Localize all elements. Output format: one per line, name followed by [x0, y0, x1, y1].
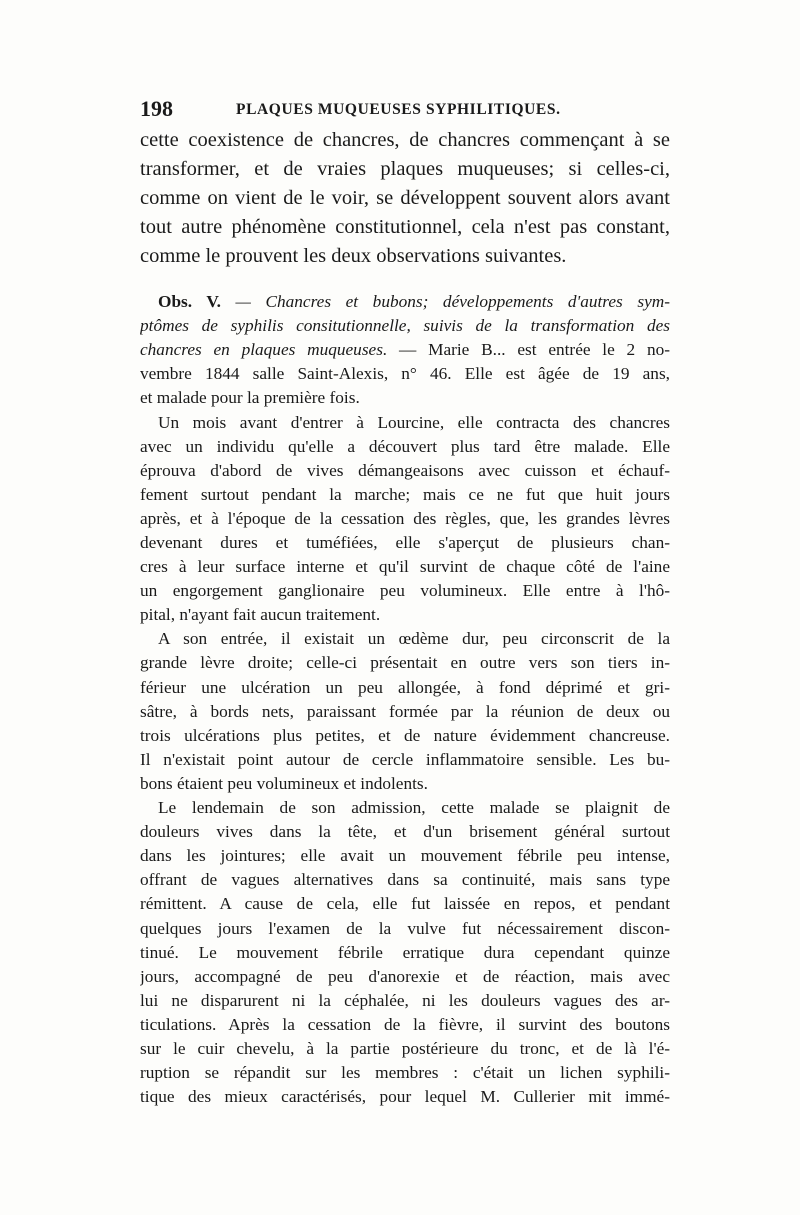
text-line: sâtre, à bords nets, paraissant formée par la réunion de deux ou — [140, 701, 670, 721]
text-line: quelques jours l'examen de la vulve fut nécessairement discon- — [140, 918, 670, 938]
paragraph-admission — [140, 627, 670, 796]
text-line: tique des mieux caractérisés, pour lequel M. Cullerier mit immé- — [140, 1087, 670, 1107]
observation-title: — Chancres et bubons; développements d'autres sym- — [220, 292, 670, 311]
observation-heading-line — [140, 290, 670, 314]
text-line: comme le prouvent les deux observations suivantes. — [140, 245, 567, 267]
text-line: et malade pour la première fois. — [140, 388, 360, 408]
text-line: férieur une ulcération un peu allongée, à fond déprimé et gri- — [140, 677, 670, 697]
text-line: pital, n'ayant fait aucun traitement. — [140, 605, 381, 625]
text-line: ticulations. Après la cessation de la fièvre, il survint des boutons — [140, 1014, 670, 1034]
text-line: ruption se répandit sur les membres : c'était un lichen syphili- — [140, 1063, 670, 1083]
text-line: sur le cuir chevelu, à la partie postérieure du tronc, et de là l'é- — [140, 1039, 670, 1059]
text-line: Il n'existait point autour de cercle inflammatoire sensible. Les bu- — [140, 749, 670, 769]
text-line: transformer, et de vraies plaques muqueuses; si celles-ci, — [140, 158, 670, 180]
observation-text: — Marie B... est entrée le 2 no- — [387, 340, 670, 360]
text-line: tinué. Le mouvement fébrile erratique dura cependant quinze — [140, 942, 670, 962]
text-line: cres à leur surface interne et qu'il survint de chaque côté de l'aine — [140, 557, 670, 577]
text-line: éprouva d'abord de vives démangeaisons avec cuisson et échauf- — [140, 460, 670, 480]
text-line: bons étaient peu volumineux et indolents. — [140, 773, 428, 793]
text-line: vembre 1844 salle Saint-Alexis, n° 46. Elle est âgée de 19 ans, — [140, 364, 670, 384]
text-line: lui ne disparurent ni la céphalée, ni les douleurs vagues des ar- — [140, 990, 670, 1010]
text-line: Un mois avant d'entrer à Lourcine, elle contracta des chancres — [158, 412, 670, 432]
text-line: devenant dures et tuméfiées, elle s'aperçut de plusieurs chan- — [140, 532, 670, 552]
text-line: grande lèvre droite; celle-ci présentait en outre vers son tiers in- — [140, 653, 670, 673]
text-line: offrant de vagues alternatives dans sa continuité, mais sans type — [140, 870, 670, 890]
text-line: douleurs vives dans la tête, et d'un brisement général surtout — [140, 822, 670, 842]
running-title: PLAQUES MUQUEUSES SYPHILITIQUES. — [236, 101, 561, 118]
text-line: dans les jointures; elle avait un mouvement fébrile peu intense, — [140, 846, 670, 866]
observation-paragraph — [140, 290, 670, 410]
text-line: avec un individu qu'elle a découvert plus tard être malade. Elle — [140, 436, 670, 456]
text-line: trois ulcérations plus petites, et de nature évidemment chancreuse. — [140, 725, 670, 745]
text-line: rémittent. A cause de cela, elle fut laissée en repos, et pendant — [140, 894, 670, 914]
intro-paragraph — [140, 126, 670, 271]
observation-title-line: ptômes de syphilis consitutionnelle, suivis de la transformation des — [140, 316, 670, 336]
text-line: A son entrée, il existait un œdème dur, peu circonscrit de la — [158, 629, 670, 649]
text-line: comme on vient de le voir, se développent souvent alors avant — [140, 187, 670, 209]
text-line: un engorgement ganglionaire peu volumineux. Elle entre à l'hô- — [140, 581, 670, 601]
paragraph-symptoms — [140, 796, 670, 1109]
text-line: tout autre phénomène constitutionnel, cela n'est pas constant, — [140, 216, 670, 238]
text-line: Le lendemain de son admission, cette malade se plaignit de — [158, 798, 670, 818]
observation-title-line — [140, 338, 670, 362]
text-line: jours, accompagné de peu d'anorexie et de réaction, mais avec — [140, 966, 670, 986]
page-header — [140, 94, 670, 124]
paragraph-contagion — [140, 411, 670, 628]
text-line: fement surtout pendant la marche; mais ce ne fut que huit jours — [140, 484, 670, 504]
text-line: cette coexistence de chancres, de chancres commençant à se — [140, 129, 670, 151]
observation-label: Obs. V. — [158, 292, 221, 311]
observation-title-end: chancres en plaques muqueuses. — [140, 340, 388, 360]
text-line: après, et à l'époque de la cessation des règles, que, les grandes lèvres — [140, 508, 670, 528]
page-number: 198 — [140, 96, 173, 121]
